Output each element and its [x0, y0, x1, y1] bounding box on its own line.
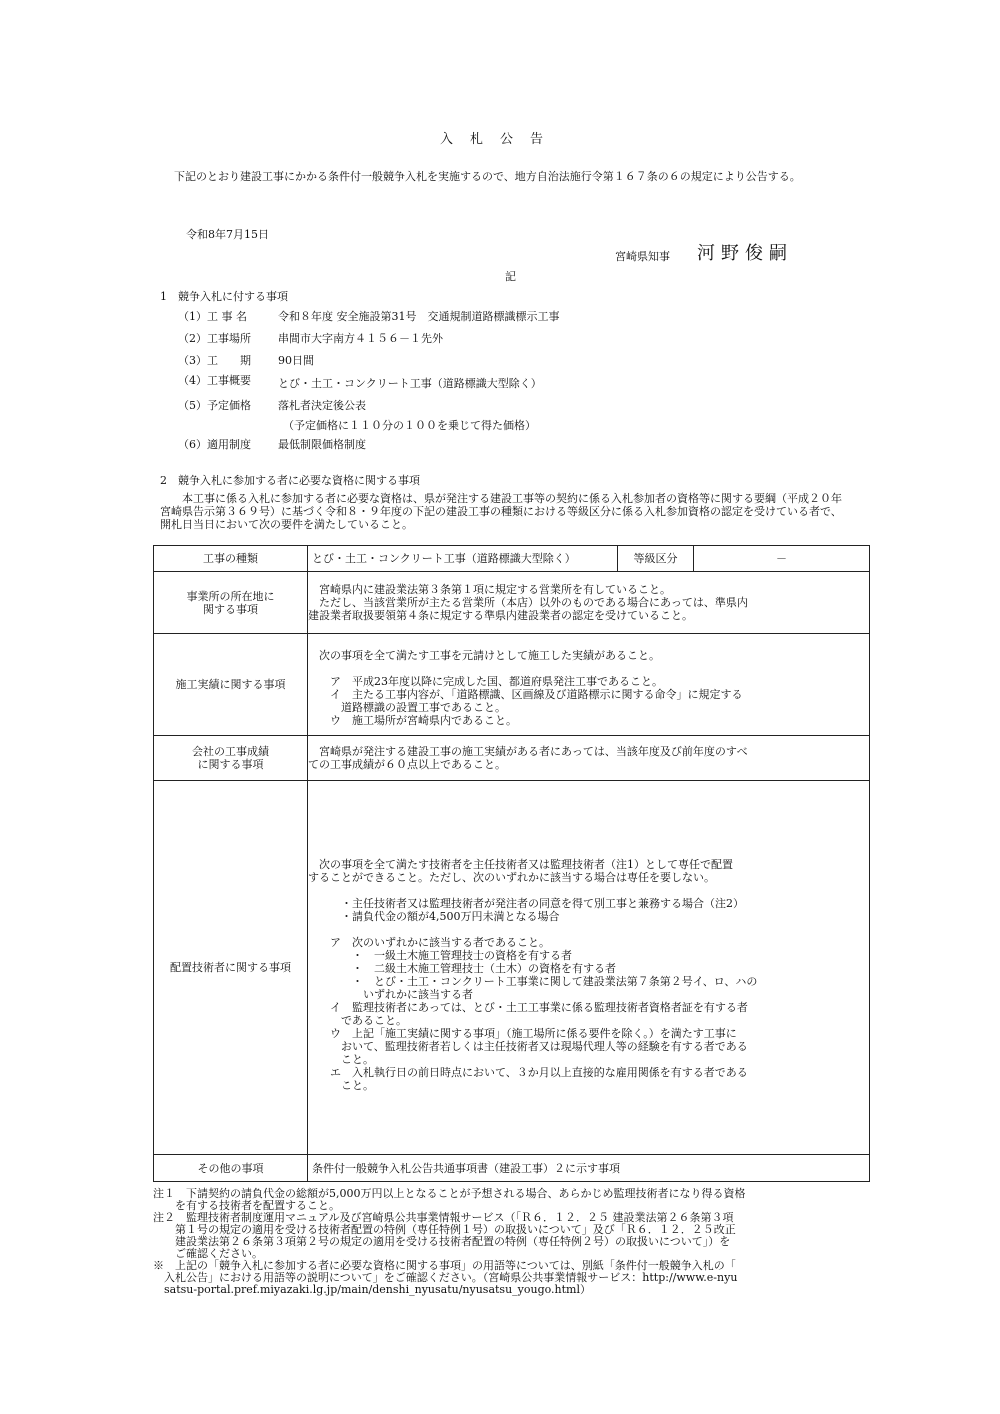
item-label: （5）予定価格: [178, 399, 251, 412]
body-line: ての工事成績が６０点以上であること。: [308, 758, 506, 771]
row-body-other: 条件付一般競争入札公告共通事項書（建設工事）２に示す事項: [308, 1155, 870, 1182]
intro-paragraph: 下記のとおり建設工事にかかる条件付一般競争入札を実施するので、地方自治法施行令第１６７条の６の規定により公告する。: [174, 170, 801, 183]
body-line: であること。: [341, 1013, 407, 1027]
item-value: 落札者決定後公表: [278, 399, 366, 412]
body-line: おいて、監理技術者若しくは主任技術者又は現場代理人等の経験を有する者である: [341, 1039, 748, 1053]
grade-label: 等級区分: [618, 546, 694, 572]
body-line: 次の事項を全て満たす技術者を主任技術者又は監理技術者（注1）として専任で配置: [319, 857, 733, 871]
issuer-office: 宮崎県知事: [615, 250, 670, 263]
item-value: 90日間: [278, 354, 314, 367]
body-line: ア 次のいずれかに該当する者であること。: [330, 935, 550, 949]
row-body-office: [308, 572, 870, 634]
item-label: （6）適用制度: [178, 438, 251, 451]
item-value: とび・土工・コンクリート工事（道路標識大型除く）: [278, 377, 542, 390]
body-line: 建設業者取扱要領第４条に規定する準県内建設業者の認定を受けていること。: [308, 609, 693, 622]
body-line: ア 平成23年度以降に完成した国、都道府県発注工事であること。: [330, 675, 663, 688]
footnote-line: 入札公告」における用語等の説明について」をご確認ください。（宮崎県公共事業情報サービス：http://www.e-nyu: [153, 1271, 738, 1284]
footnote-line: satsu-portal.pref.miyazaki.lg.jp/main/denshi_nyusatu/nyusatsu_yougo.html）: [153, 1283, 591, 1296]
footnote-line: 注２ 監理技術者制度運用マニュアル及び宮崎県公共事業情報サービス（「Ｒ６．１２．２５ 建設業法第２６条第３項: [153, 1211, 734, 1224]
item-value: 令和８年度 安全施設第31号 交通規制道路標識標示工事: [278, 310, 560, 323]
footnote-line: 建設業法第２６条第３項第２号の規定の適用を受ける技術者配置の特例（専任特例２号）の取扱いについて」）を: [153, 1235, 731, 1248]
body-line: 宮崎県内に建設業法第３条第１項に規定する営業所を有していること。: [319, 583, 671, 596]
label-line: 関する事項: [203, 602, 258, 616]
page-title: 入札公告: [439, 132, 560, 147]
body-line: ・請負代金の額が4,500万円未満となる場合: [341, 909, 560, 923]
table-row: [154, 546, 870, 572]
footnote-line: 第１号の規定の適用を受ける技術者配置の特例（専任特例１号）の取扱いについて」及び「Ｒ６．１２．２５改正: [153, 1223, 736, 1236]
table-row: [154, 736, 870, 781]
body-line: ・ とび・土工・コンクリート工事業に関して建設業法第７条第２号イ、ロ、ハの: [352, 974, 758, 988]
row-label-record: 施工実績に関する事項: [154, 634, 308, 736]
row-body-record: [308, 634, 870, 736]
row-label-engineer: 配置技術者に関する事項: [154, 781, 308, 1155]
row-label-score: [154, 736, 308, 781]
body-line: 次の事項を全て満たす工事を元請けとして施工した実績があること。: [319, 649, 660, 662]
body-line: 宮崎県が発注する建設工事の施工実績がある者にあっては、当該年度及び前年度のすべ: [319, 745, 748, 758]
issuer-name: 河野俊嗣: [697, 243, 793, 264]
table-row: [154, 572, 870, 634]
body-line: ただし、当該営業所が主たる営業所（本店）以外のものである場合にあっては、準県内: [319, 596, 748, 609]
body-line: ・ 二級土木施工管理技士（土木）の資格を有する者: [352, 961, 616, 975]
row-body-score: [308, 736, 870, 781]
table-row: [154, 1155, 870, 1182]
table-row: [154, 781, 870, 1155]
row-label-kind: 工事の種類: [154, 546, 308, 572]
body-line: ・主任技術者又は監理技術者が発注者の同意を得て別工事と兼務する場合（注2）: [341, 896, 744, 910]
body-line: イ 監理技術者にあっては、とび・土工工事業に係る監理技術者資格者証を有する者: [330, 1000, 748, 1014]
body-line: 道路標識の設置工事であること。: [341, 701, 506, 714]
footnote-line: を有する技術者を配置すること。: [153, 1199, 340, 1212]
body-line: ・ 一級土木施工管理技士の資格を有する者: [352, 948, 572, 962]
item-value: 最低制限価格制度: [278, 438, 366, 451]
footnote-line: ご確認ください。: [153, 1247, 263, 1260]
announcement-date: 令和8年7月15日: [186, 228, 269, 241]
row-label-office: [154, 572, 308, 634]
ki-marker: 記: [505, 270, 516, 283]
item-value: 串間市大字南方４１５６－１先外: [278, 332, 443, 345]
body-line: こと。: [341, 1052, 374, 1066]
row-body-engineer: [308, 781, 870, 1155]
body-line: ウ 上記「施工実績に関する事項」（施工場所に係る要件を除く。）を満たす工事に: [330, 1026, 737, 1040]
body-line: ウ 施工場所が宮崎県内であること。: [330, 714, 517, 727]
body-line: エ 入札執行日の前日時点において、３か月以上直接的な雇用関係を有する者である: [330, 1065, 748, 1079]
row-value-kind: とび・土工・コンクリート工事（道路標識大型除く）: [308, 546, 618, 572]
footnote-line: 注１ 下請契約の請負代金の総額が5,000万円以上となることが予想される場合、あらかじめ監理技術者になり得る資格: [153, 1187, 746, 1200]
section2-heading: 2 競争入札に参加する者に必要な資格に関する事項: [160, 474, 420, 487]
section2-paragraph: 本工事に係る入札に参加する者に必要な資格は、県が発注する建設工事等の契約に係る入札参加者の資格等に関する要綱（平成２０年宮崎県告示第３６９号）に基づく令和８・９年度の下記の建設工事の種類における等級区分に係る入札参加資格の認定を受けている者で、開札日当日において次の要件を満たしていること。: [160, 492, 842, 531]
item-label: （4）工事概要: [178, 374, 251, 387]
item-label: （2）工事場所: [178, 332, 251, 345]
row-label-other: その他の事項: [154, 1155, 308, 1182]
section1-heading: 1 競争入札に付する事項: [160, 290, 288, 303]
grade-value: －: [694, 546, 870, 572]
item-value-note: （予定価格に１１０分の１００を乗じて得た価格）: [283, 419, 536, 432]
label-line: 事業所の所在地に: [186, 589, 275, 603]
body-line: こと。: [341, 1078, 374, 1092]
requirements-table: [153, 545, 870, 1182]
label-line: 会社の工事成績: [192, 745, 269, 758]
label-line: に関する事項: [197, 758, 264, 771]
item-label: （1）工 事 名: [178, 310, 247, 323]
item-label: （3）工 期: [178, 354, 251, 367]
footnotes: [153, 1188, 853, 1296]
table-row: [154, 634, 870, 736]
body-line: イ 主たる工事内容が、「道路標識、区画線及び道路標示に関する命令」に規定する: [330, 688, 743, 701]
footnote-line: ※ 上記の「競争入札に参加する者に必要な資格に関する事項」の用語等については、別紙「条件付一般競争入札の「: [153, 1259, 736, 1272]
body-line: することができること。ただし、次のいずれかに該当する場合は専任を要しない。: [308, 870, 715, 884]
body-line: いずれかに該当する者: [363, 987, 473, 1001]
